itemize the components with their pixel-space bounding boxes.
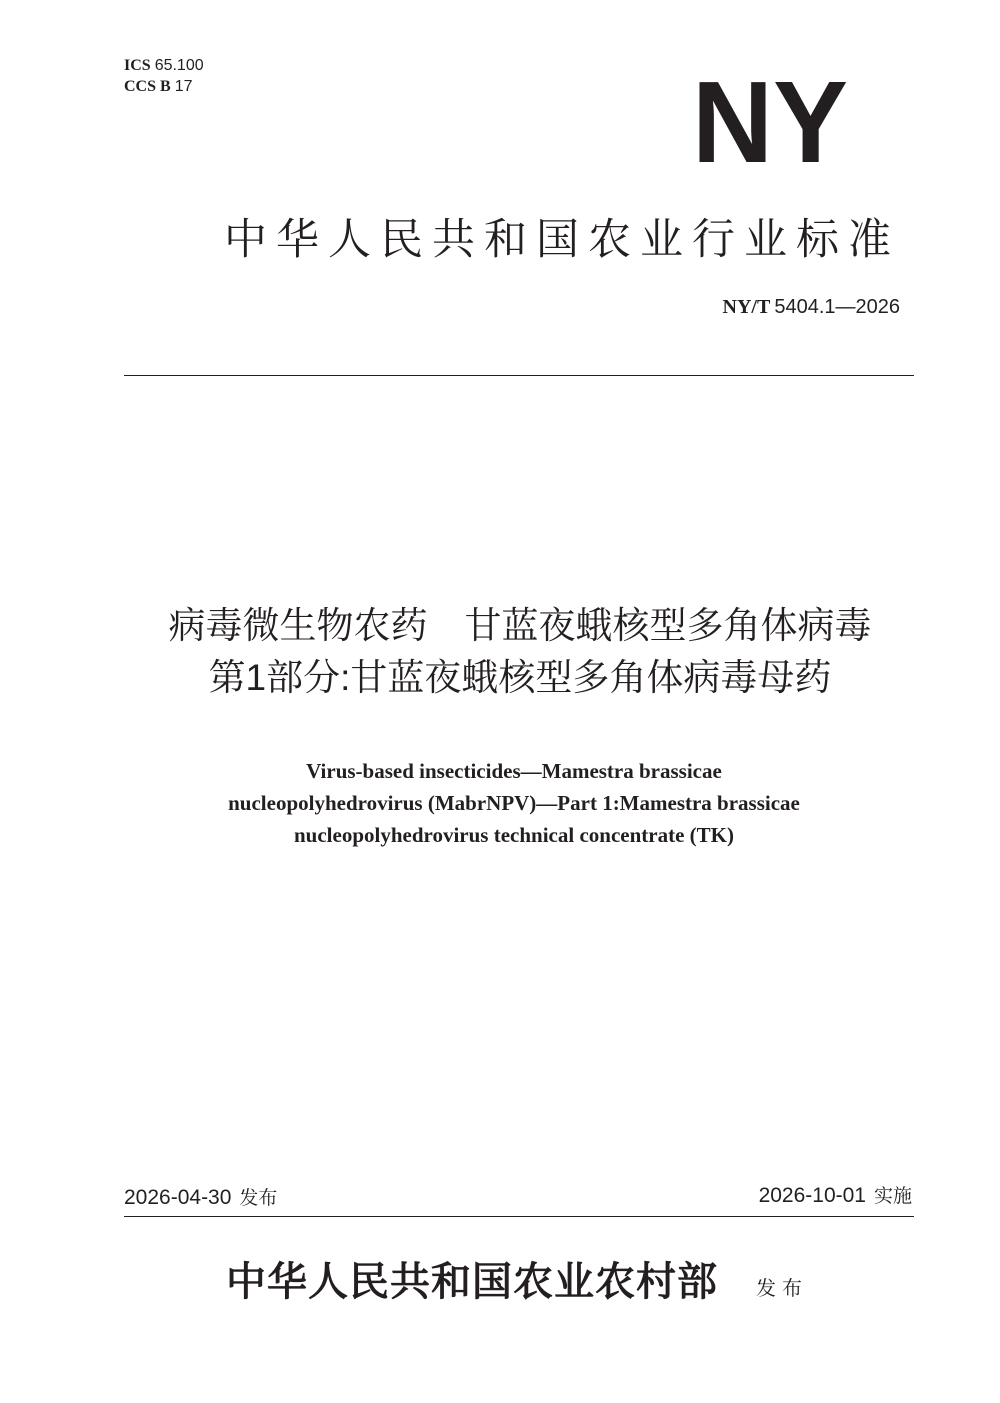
ny-logo-text: NY bbox=[692, 74, 848, 170]
issue-date-label: 发布 bbox=[239, 1188, 278, 1209]
ics-label: ICS bbox=[124, 57, 151, 74]
standard-number-value: 5404.1—2026 bbox=[774, 296, 900, 318]
ccs-label: CCS B bbox=[124, 78, 171, 95]
title-en-line-3: nucleopolyhedrovirus technical concentrate (TK) bbox=[294, 823, 734, 847]
bottom-divider bbox=[124, 1216, 914, 1217]
standard-number bbox=[600, 294, 900, 320]
ccs-value: 17 bbox=[174, 78, 193, 95]
document-title-cn bbox=[60, 600, 980, 704]
issue-date bbox=[124, 1184, 277, 1213]
ics-value: 65.100 bbox=[154, 57, 204, 74]
top-divider bbox=[124, 375, 914, 376]
ccs-code bbox=[124, 77, 192, 97]
standard-title: 中华人民共和国农业行业标准 bbox=[224, 216, 900, 264]
title-en-line-1: Virus-based insecticides—Mamestra brassicae bbox=[306, 759, 722, 783]
title-cn-line-2: 第1部分:甘蓝夜蛾核型多角体病毒母药 bbox=[208, 657, 832, 698]
implementation-date bbox=[600, 1182, 912, 1211]
ics-code bbox=[124, 56, 204, 76]
issuer-suffix: 发布 bbox=[756, 1278, 808, 1300]
implementation-date-label: 实施 bbox=[873, 1186, 912, 1207]
issuer-name: 中华人民共和国农业农村部 bbox=[226, 1259, 718, 1304]
issue-date-value: 2026-04-30 bbox=[124, 1186, 232, 1209]
title-en-line-2: nucleopolyhedrovirus (MabrNPV)—Part 1:Mamestra brassicae bbox=[228, 791, 800, 815]
document-title-en bbox=[100, 755, 928, 851]
title-cn-line-1: 病毒微生物农药 甘蓝夜蛾核型多角体病毒 bbox=[168, 605, 872, 646]
ny-logo bbox=[690, 74, 850, 170]
implementation-date-value: 2026-10-01 bbox=[758, 1184, 866, 1207]
standard-number-prefix: NY/T bbox=[722, 296, 771, 318]
